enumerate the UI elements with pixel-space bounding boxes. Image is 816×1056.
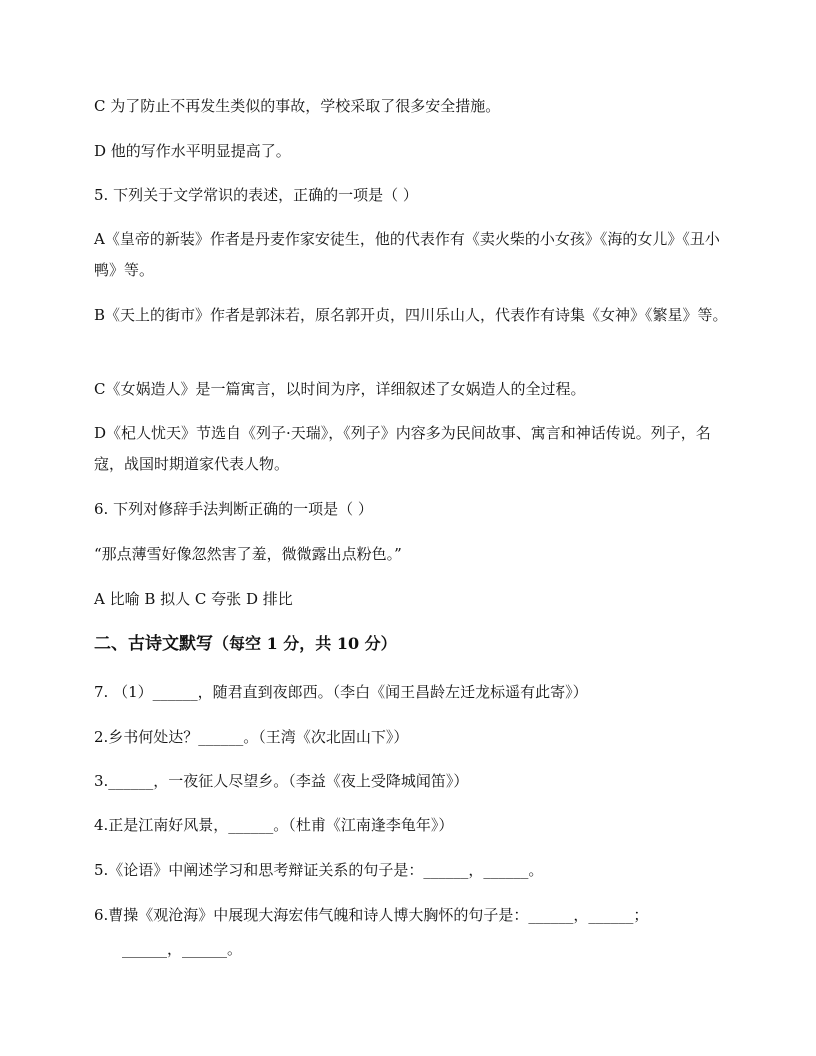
question-6: 6. 下列对修辞手法判断正确的一项是（ ） [94, 500, 373, 518]
question-7-6-line-1: 6.曹操《观沧海》中展现大海宏伟气魄和诗人博大胸怀的句子是：______，______； [94, 906, 649, 924]
question-5-option-a: A《皇帝的新装》作者是丹麦作家安徒生，他的代表作有《卖火柴的小女孩》《海的女儿》《丑小鸭》等。 [94, 230, 720, 279]
question-5-option-b: B《天上的街市》作者是郭沫若，原名郭开贞，四川乐山人，代表作有诗集《女神》《繁星》等。 [94, 306, 728, 324]
question-7-4: 4.正是江南好风景，______。（杜甫《江南逢李龟年》） [94, 816, 454, 834]
question-5-option-c: C《女娲造人》是一篇寓言，以时间为序，详细叙述了女娲造人的全过程。 [94, 380, 586, 398]
section-2-heading [94, 633, 734, 655]
question-6-options: A 比喻 B 拟人 C 夸张 D 排比 [94, 590, 293, 608]
question-7-5: 5.《论语》中阐述学习和思考辩证关系的句子是：______，______。 [94, 861, 544, 879]
question-6-quote: “那点薄雪好像忽然害了羞，微微露出点粉色。” [94, 545, 402, 563]
question-5-option-d: D《杞人忧天》节选自《列子·天瑞》，《列子》内容多为民间故事、寓言和神话传说。列子，名寇，战国时期道家代表人物。 [94, 424, 711, 473]
question-5: 5. 下列关于文学常识的表述，正确的一项是（ ） [94, 186, 418, 204]
option-d-previous: D 他的写作水平明显提高了。 [94, 142, 291, 160]
section-2-score-note: （每空 1 分，共 10 分） [213, 634, 397, 653]
option-c-previous: C 为了防止不再发生类似的事故，学校采取了很多安全措施。 [94, 97, 501, 115]
question-7-3: 3.______，一夜征人尽望乡。（李益《夜上受降城闻笛》） [94, 772, 469, 790]
question-7-2: 2.乡书何处达？______。（王湾《次北固山下》） [94, 728, 409, 746]
question-7-1: 7. （1）______，随君直到夜郎西。（李白《闻王昌龄左迁龙标遥有此寄》） [94, 683, 588, 701]
section-2-title: 二、古诗文默写 [94, 634, 213, 654]
question-7-6-line-2: ______，______。 [122, 940, 243, 958]
